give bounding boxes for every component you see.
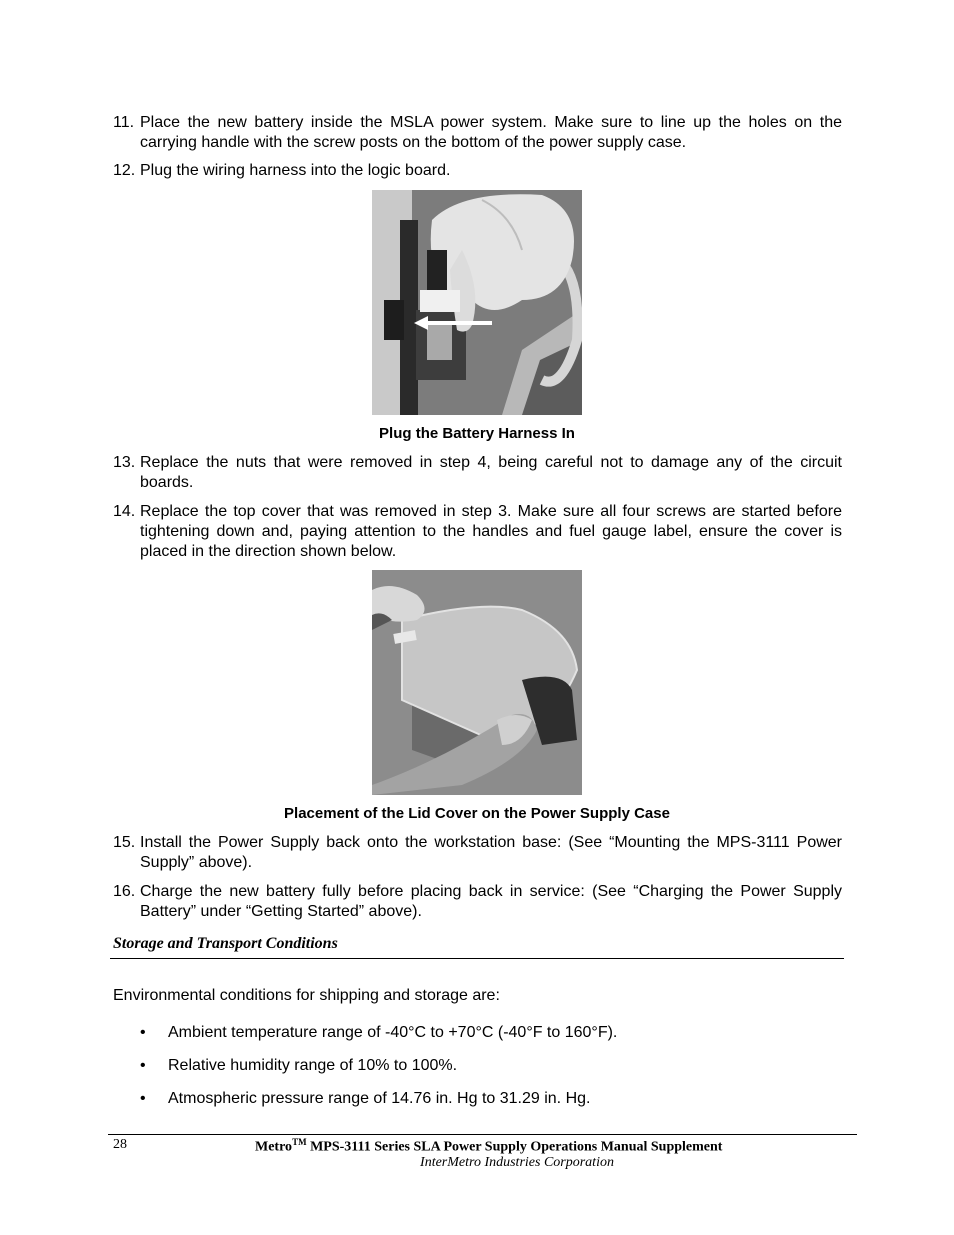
battery-harness-photo: [372, 190, 582, 415]
step-16: [113, 882, 842, 922]
step-number: 16.: [113, 883, 136, 900]
footer-title-text: MPS-3111 Series SLA Power Supply Operations Manual Supplement: [306, 1139, 723, 1155]
figure-caption: Placement of the Lid Cover on the Power Supply Case: [284, 805, 670, 822]
step-text: Replace the nuts that were removed in step 4, being careful not to damage any of the circuit boards.: [140, 454, 842, 491]
step-text: Replace the top cover that was removed in step 3. Make sure all four screws are started before tightening down and, paying attention to the handles and fuel gauge label, ensure the cover is placed in the direction shown below.: [140, 503, 842, 560]
footer-title: [255, 1137, 722, 1156]
step-number: 11.: [113, 114, 135, 131]
step-15: [113, 833, 842, 873]
step-text: Plug the wiring harness into the logic board.: [140, 162, 451, 179]
bullet-icon: •: [140, 1057, 146, 1074]
bullet-icon: •: [140, 1024, 146, 1041]
footer-company: InterMetro Industries Corporation: [420, 1155, 614, 1170]
step-number: 13.: [113, 454, 136, 471]
list-item: [140, 1090, 590, 1108]
step-number: 14.: [113, 503, 136, 520]
step-13: [113, 453, 842, 493]
step-12: [113, 161, 842, 181]
figure-caption: Plug the Battery Harness In: [379, 425, 575, 442]
section-heading: Storage and Transport Conditions: [113, 935, 338, 952]
lid-cover-illustration: [372, 570, 582, 795]
footer-divider: [108, 1134, 857, 1135]
step-text: Charge the new battery fully before placing back in service: (See “Charging the Power Supply Battery” under “Getting Started” above).: [140, 883, 842, 920]
list-item: [140, 1057, 457, 1075]
list-item-text: Ambient temperature range of -40°C to +70°C (-40°F to 160°F).: [168, 1024, 618, 1041]
step-number: 15.: [113, 834, 136, 851]
lid-cover-photo: [372, 570, 582, 795]
list-item: [140, 1024, 617, 1042]
bullet-icon: •: [140, 1090, 146, 1107]
step-14: [113, 502, 842, 562]
section-divider: [110, 958, 844, 959]
section-intro: Environmental conditions for shipping and storage are:: [113, 987, 500, 1004]
step-11: [113, 113, 842, 153]
battery-harness-illustration: [372, 190, 582, 415]
list-item-text: Relative humidity range of 10% to 100%.: [168, 1057, 458, 1074]
step-text: Place the new battery inside the MSLA power system. Make sure to line up the holes on the carrying handle with the screw posts on the bottom of the power supply case.: [140, 114, 842, 151]
page-number: 28: [113, 1137, 127, 1152]
step-number: 12.: [113, 162, 136, 179]
step-text: Install the Power Supply back onto the workstation base: (See “Mounting the MPS-3111 Power Supply” above).: [140, 834, 842, 871]
footer-brand: Metro: [255, 1139, 293, 1155]
list-item-text: Atmospheric pressure range of 14.76 in. Hg to 31.29 in. Hg.: [168, 1090, 591, 1107]
trademark-mark: TM: [292, 1137, 307, 1147]
